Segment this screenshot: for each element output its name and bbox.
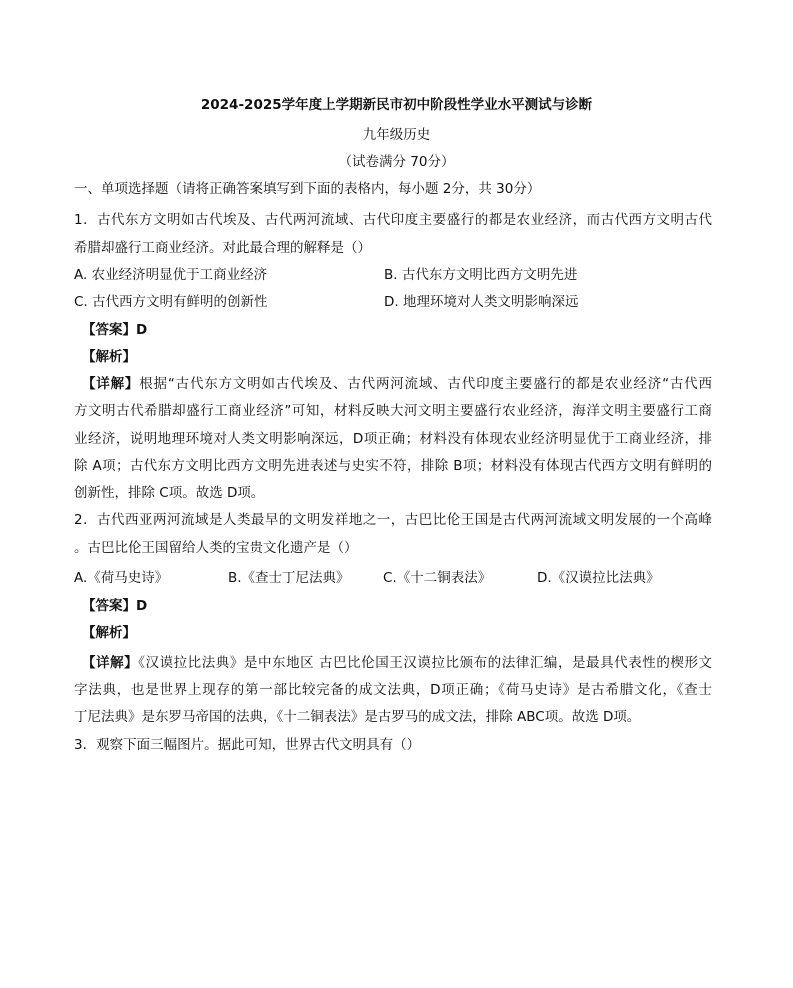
q1-detail-line3: 业经济，说明地理环境对人类文明影响深远，D项正确；材料没有体现农业经济明显优于工商业经济，排 bbox=[74, 431, 712, 447]
exam-subject: 九年级历史 bbox=[362, 127, 431, 143]
q2-stem-line2: 。古巴比伦王国留给人类的宝贵文化遗产是（） bbox=[74, 540, 358, 556]
q1-option-b: B. 古代东方文明比西方文明先进 bbox=[384, 267, 578, 283]
q1-detail-text1: 根据“古代东方文明如古代埃及、古代两河流域、古代印度主要盛行的都是农业经济“古代西 bbox=[139, 376, 712, 392]
q1-option-d: D. 地理环境对人类文明影响深远 bbox=[384, 294, 579, 310]
q1-detail-line5: 创新性，排除 C项。故选 D项。 bbox=[74, 485, 265, 501]
q2-option-b: B.《查士丁尼法典》 bbox=[228, 570, 350, 586]
q2-stem-line1: 2．古代西亚两河流域是人类最早的文明发祥地之一，古巴比伦王国是古代两河流域文明发展的一个高峰 bbox=[74, 512, 712, 528]
q1-detail-line1 bbox=[82, 375, 712, 393]
q1-answer bbox=[82, 321, 147, 339]
q2-answer-value: D bbox=[136, 598, 148, 614]
q1-option-c: C. 古代西方文明有鲜明的创新性 bbox=[74, 294, 268, 310]
q2-detail-line3: 丁尼法典》是东罗马帝国的法典，《十二铜表法》是古罗马的成文法，排除 ABC项。故选 D项。 bbox=[74, 709, 641, 725]
q2-detail-line2: 字法典，也是世界上现存的第一部比较完备的成文法典，D项正确；《荷马史诗》是古希腊文化，《查士 bbox=[74, 682, 712, 698]
exam-title: 2024-2025学年度上学期新民市初中阶段性学业水平测试与诊断 bbox=[200, 97, 593, 113]
q1-answer-value: D bbox=[136, 322, 148, 338]
q1-stem-line1: 1．古代东方文明如古代埃及、古代两河流域、古代印度主要盛行的都是农业经济，而古代西方文明古代 bbox=[74, 212, 712, 228]
q2-option-a: A.《荷马史诗》 bbox=[74, 570, 169, 586]
q1-option-a: A. 农业经济明显优于工商业经济 bbox=[74, 267, 268, 283]
q2-detail-text1: 《汉谟拉比法典》是中东地区 古巴比伦国王汉谟拉比颁布的法律汇编，是最具代表性的楔形文 bbox=[138, 655, 712, 671]
q2-option-d: D.《汉谟拉比法典》 bbox=[537, 570, 660, 586]
q2-answer-label: 【答案】 bbox=[82, 598, 136, 614]
q2-option-c: C.《十二铜表法》 bbox=[383, 570, 492, 586]
exam-score: （试卷满分 70分） bbox=[338, 154, 455, 170]
q1-analysis-label: 【解析】 bbox=[82, 349, 136, 365]
q2-detail-label: 【详解】 bbox=[82, 655, 139, 671]
q1-stem-line2: 希腊却盛行工商业经济。对此最合理的解释是（） bbox=[74, 240, 371, 256]
q2-analysis-label: 【解析】 bbox=[82, 625, 136, 641]
q1-answer-label: 【答案】 bbox=[82, 322, 136, 338]
section-heading: 一、单项选择题（请将正确答案填写到下面的表格内，每小题 2分，共 30分） bbox=[74, 181, 541, 197]
q1-detail-label: 【详解】 bbox=[82, 376, 140, 392]
q3-stem-line1: 3．观察下面三幅图片。据此可知，世界古代文明具有（） bbox=[74, 737, 421, 753]
q1-detail-line4: 除 A项；古代东方文明比西方文明先进表述与史实不符，排除 B项；材料没有体现古代西方文明有鲜明的 bbox=[74, 458, 712, 474]
q2-detail-line1 bbox=[82, 654, 712, 672]
q2-answer bbox=[82, 597, 147, 615]
q1-detail-line2: 方文明古代希腊却盛行工商业经济”可知，材料反映大河文明主要盛行农业经济，海洋文明主要盛行工商 bbox=[74, 403, 712, 419]
